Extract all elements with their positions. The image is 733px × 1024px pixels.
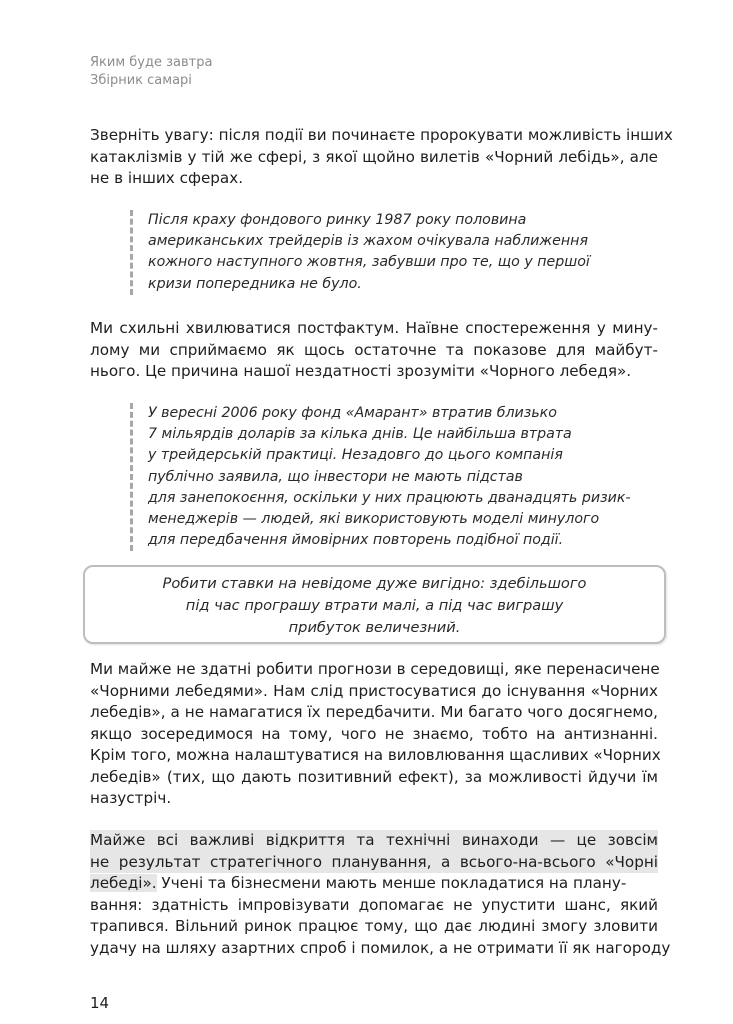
text-line: трапився. Вільний ринок працює тому, що дає людині змогу зловити (90, 917, 658, 935)
text-line: катаклізмів у тій же сфері, з якої щойно вилетів «Чорний лебідь», але (90, 147, 658, 166)
text-line: назустріч. (90, 789, 172, 807)
callout-line: під час програшу втрати малі, а під час виграшу (185, 597, 564, 614)
paragraph-3 (90, 659, 661, 810)
callout-line: прибуток величезний. (288, 619, 461, 636)
text-line (90, 873, 658, 895)
text-line: не в інших сферах. (90, 169, 244, 187)
quote-line: менеджерів — людей, які використовують моделі минулого (148, 510, 600, 527)
text-line: Ми майже не здатні робити прогнози в середовищі, яке перенасичене (90, 660, 660, 678)
text-line: лебедів» (тих, що дають позитивний ефект), за можливості йдучи їм (90, 767, 658, 786)
highlighted-fragment: лебеді». (90, 874, 157, 892)
quote-line: американських трейдерів із жахом очікувала наближення (148, 233, 588, 250)
quote-line: 7 мільярдів доларів за кілька днів. Це найбільша втрата (148, 426, 572, 443)
highlighted-line: Майже всі важливі відкриття та технічні винаходи — це зовсім (90, 830, 658, 852)
highlighted-line: не результат стратегічного планування, а всього-на-всього «Чорні (90, 852, 658, 874)
quote-line: у трейдерській практиці. Незадовго до цього компанія (148, 447, 563, 464)
text-fragment: Учені та бізнесмени мають менше покладатися на плану- (156, 874, 627, 892)
quote-line: Після краху фондового ринку 1987 року половина (148, 212, 527, 228)
quote-1 (130, 210, 668, 295)
callout-line: Робити ставки на невідоме дуже вигідно: здебільшого (162, 575, 587, 592)
text-line: «Чорними лебедями». Нам слід пристосуватися до існування «Чорних (90, 681, 658, 700)
page-number: 14 (90, 994, 110, 1012)
text-line: вання: здатність імпровізувати допомагає не упустити шанс, який (90, 895, 658, 914)
text-line: Крім того, можна налаштуватися на виловлювання щасливих «Чорних (90, 746, 661, 764)
callout-text (83, 573, 666, 639)
quote-line: для занепокоєння, оскільки у них працюють дванадцять ризик- (148, 489, 631, 506)
text-line: якщо зосередимося на тому, чого не знаємо, тобто на антизнанні. (90, 724, 658, 743)
book-title: Яким буде завтра (90, 55, 213, 70)
quote-line: публічно заявила, що інвестори не мають підстав (148, 468, 523, 485)
paragraph-1 (90, 125, 673, 190)
quote-2 (130, 403, 668, 551)
quote-line: кожного наступного жовтня, забувши про те, що у першої (148, 254, 590, 271)
quote-line: для передбачення ймовірних повторень подібної події. (148, 532, 564, 549)
text-line: лому ми сприймаємо як щось остаточне та показове для майбут- (90, 340, 658, 359)
text-line: Ми схильні хвилюватися постфактум. Наївне спостереження у мину- (90, 319, 658, 337)
book-subtitle: Збірник самарі (90, 73, 192, 88)
quote-line: У вересні 2006 року фонд «Амарант» втратив близько (148, 405, 557, 421)
text-line: удачу на шляху азартних спроб і помилок, а не отримати її як нагороду (90, 938, 671, 957)
running-head (90, 54, 212, 90)
paragraph-4 (90, 830, 671, 959)
text-line: лебедів», а не намагатися їх передбачити. Ми багато чого досягнемо, (90, 703, 658, 721)
text-line: Зверніть увагу: після події ви починаєте пророкувати можливість інших (90, 126, 673, 144)
quote-line: кризи попередника не було. (148, 275, 362, 292)
text-line: нього. Це причина нашої нездатності зрозуміти «Чорного лебедя». (90, 362, 632, 380)
paragraph-2 (90, 318, 658, 383)
